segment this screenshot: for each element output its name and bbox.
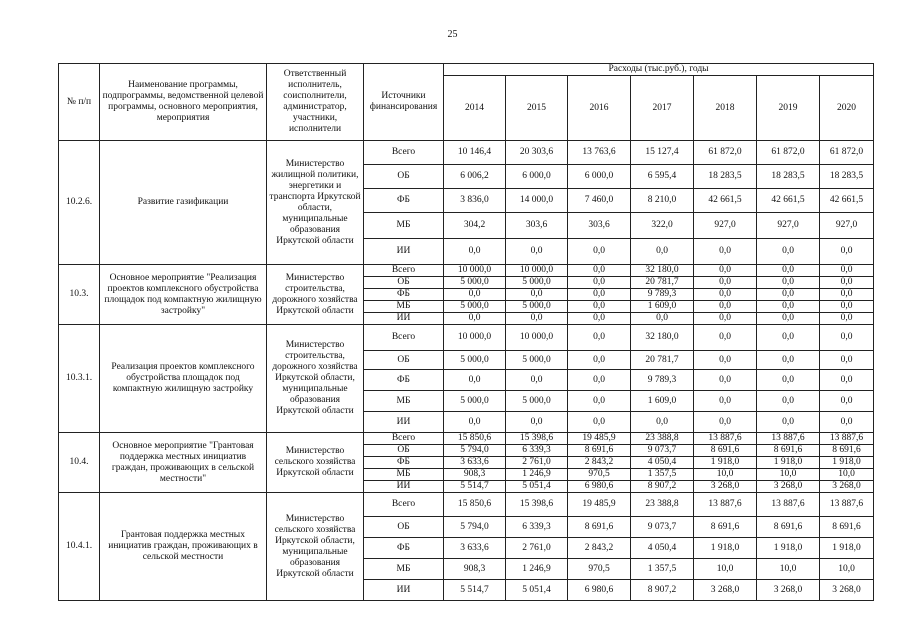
amount-cell: 2 843,2 — [568, 457, 631, 469]
table-row — [59, 141, 874, 165]
amount-cell: 5 794,0 — [444, 445, 506, 457]
amount-cell: 10 000,0 — [444, 265, 506, 277]
amount-cell: 13 887,6 — [820, 433, 874, 445]
funding-source: ОБ — [364, 277, 444, 289]
amount-cell: 0,0 — [444, 370, 506, 391]
amount-cell: 5 000,0 — [444, 301, 506, 313]
amount-cell: 5 000,0 — [444, 351, 506, 370]
header-executor: Ответственный исполнитель, соисполнители, администратор, участники, исполнители — [267, 64, 364, 141]
amount-cell: 0,0 — [694, 265, 757, 277]
page-number: 25 — [447, 29, 458, 40]
amount-cell: 1 357,5 — [631, 469, 694, 481]
header-year: 2020 — [820, 76, 874, 141]
amount-cell: 0,0 — [568, 277, 631, 289]
amount-cell: 9 789,3 — [631, 289, 694, 301]
funding-source: ФБ — [364, 457, 444, 469]
amount-cell: 13 887,6 — [694, 493, 757, 517]
amount-cell: 15 398,6 — [506, 433, 568, 445]
amount-cell: 1 918,0 — [694, 538, 757, 559]
amount-cell: 10 000,0 — [506, 325, 568, 351]
amount-cell: 5 000,0 — [506, 351, 568, 370]
amount-cell: 0,0 — [820, 412, 874, 433]
amount-cell: 13 887,6 — [820, 493, 874, 517]
amount-cell: 61 872,0 — [757, 141, 820, 165]
amount-cell: 1 246,9 — [506, 469, 568, 481]
amount-cell: 15 398,6 — [506, 493, 568, 517]
row-code: 10.4. — [59, 433, 100, 493]
amount-cell: 0,0 — [694, 289, 757, 301]
amount-cell: 42 661,5 — [820, 189, 874, 213]
amount-cell: 1 609,0 — [631, 301, 694, 313]
amount-cell: 5 000,0 — [506, 301, 568, 313]
amount-cell: 6 000,0 — [568, 165, 631, 189]
funding-source: ИИ — [364, 313, 444, 325]
amount-cell: 3 268,0 — [694, 580, 757, 601]
row-executor: Министерство сельского хозяйства Иркутской области — [267, 433, 364, 493]
row-name: Основное мероприятие "Реализация проектов комплексного обустройства площадок под компактную жилищную застройку" — [100, 265, 267, 325]
amount-cell: 6 339,3 — [506, 445, 568, 457]
amount-cell: 0,0 — [694, 313, 757, 325]
header-year: 2017 — [631, 76, 694, 141]
amount-cell: 0,0 — [694, 412, 757, 433]
amount-cell: 5 051,4 — [506, 481, 568, 493]
amount-cell: 1 918,0 — [694, 457, 757, 469]
amount-cell: 0,0 — [694, 391, 757, 412]
amount-cell: 0,0 — [757, 239, 820, 265]
amount-cell: 4 050,4 — [631, 538, 694, 559]
amount-cell: 20 303,6 — [506, 141, 568, 165]
amount-cell: 0,0 — [694, 277, 757, 289]
amount-cell: 0,0 — [568, 313, 631, 325]
amount-cell: 8 691,6 — [568, 517, 631, 538]
amount-cell: 42 661,5 — [694, 189, 757, 213]
funding-source: ОБ — [364, 351, 444, 370]
amount-cell: 10,0 — [757, 469, 820, 481]
amount-cell: 0,0 — [444, 289, 506, 301]
amount-cell: 0,0 — [506, 370, 568, 391]
funding-source: ОБ — [364, 165, 444, 189]
funding-source: ФБ — [364, 289, 444, 301]
amount-cell: 0,0 — [568, 370, 631, 391]
amount-cell: 6 980,6 — [568, 481, 631, 493]
amount-cell: 0,0 — [631, 412, 694, 433]
amount-cell: 2 761,0 — [506, 538, 568, 559]
amount-cell: 908,3 — [444, 559, 506, 580]
funding-source: Всего — [364, 325, 444, 351]
amount-cell: 0,0 — [506, 239, 568, 265]
row-code: 10.2.6. — [59, 141, 100, 265]
amount-cell: 0,0 — [820, 301, 874, 313]
amount-cell: 13 887,6 — [757, 433, 820, 445]
header-year: 2014 — [444, 76, 506, 141]
amount-cell: 10,0 — [820, 559, 874, 580]
amount-cell: 2 761,0 — [506, 457, 568, 469]
row-code: 10.4.1. — [59, 493, 100, 601]
amount-cell: 0,0 — [631, 313, 694, 325]
amount-cell: 3 633,6 — [444, 457, 506, 469]
amount-cell: 0,0 — [568, 289, 631, 301]
funding-source: Всего — [364, 493, 444, 517]
amount-cell: 5 514,7 — [444, 580, 506, 601]
amount-cell: 8 691,6 — [568, 445, 631, 457]
amount-cell: 0,0 — [820, 370, 874, 391]
amount-cell: 10,0 — [757, 559, 820, 580]
amount-cell: 0,0 — [820, 277, 874, 289]
row-code: 10.3. — [59, 265, 100, 325]
funding-source: МБ — [364, 391, 444, 412]
amount-cell: 9 073,7 — [631, 445, 694, 457]
funding-source: ОБ — [364, 445, 444, 457]
row-executor: Министерство жилищной политики, энергетики и транспорта Иркутской области, муниципальные образования Иркутской области — [267, 141, 364, 265]
amount-cell: 0,0 — [757, 289, 820, 301]
amount-cell: 0,0 — [757, 325, 820, 351]
funding-source: ФБ — [364, 189, 444, 213]
amount-cell: 1 246,9 — [506, 559, 568, 580]
row-name: Реализация проектов комплексного обустройства площадок под компактную жилищную застройку — [100, 325, 267, 433]
amount-cell: 0,0 — [820, 265, 874, 277]
amount-cell: 0,0 — [694, 325, 757, 351]
row-name: Грантовая поддержка местных инициатив граждан, проживающих в сельской местности — [100, 493, 267, 601]
amount-cell: 6 000,0 — [506, 165, 568, 189]
amount-cell: 5 000,0 — [444, 391, 506, 412]
header-year: 2016 — [568, 76, 631, 141]
amount-cell: 0,0 — [694, 351, 757, 370]
amount-cell: 1 918,0 — [757, 457, 820, 469]
header-year: 2015 — [506, 76, 568, 141]
amount-cell: 1 918,0 — [820, 457, 874, 469]
amount-cell: 0,0 — [757, 313, 820, 325]
header-source: Источники финансирования — [364, 64, 444, 141]
amount-cell: 0,0 — [694, 239, 757, 265]
header-num: № п/п — [59, 64, 100, 141]
amount-cell: 10,0 — [694, 469, 757, 481]
amount-cell: 1 918,0 — [757, 538, 820, 559]
amount-cell: 7 460,0 — [568, 189, 631, 213]
funding-source: ИИ — [364, 239, 444, 265]
amount-cell: 5 514,7 — [444, 481, 506, 493]
header-expenses: Расходы (тыс.руб.), годы — [444, 64, 874, 76]
amount-cell: 3 268,0 — [820, 580, 874, 601]
funding-source: МБ — [364, 213, 444, 239]
amount-cell: 970,5 — [568, 469, 631, 481]
amount-cell: 13 763,6 — [568, 141, 631, 165]
amount-cell: 8 691,6 — [757, 445, 820, 457]
amount-cell: 13 887,6 — [694, 433, 757, 445]
amount-cell: 32 180,0 — [631, 265, 694, 277]
amount-cell: 0,0 — [694, 370, 757, 391]
amount-cell: 927,0 — [694, 213, 757, 239]
funding-source: МБ — [364, 559, 444, 580]
amount-cell: 10 000,0 — [506, 265, 568, 277]
amount-cell: 0,0 — [820, 351, 874, 370]
amount-cell: 8 691,6 — [820, 445, 874, 457]
amount-cell: 0,0 — [757, 370, 820, 391]
amount-cell: 0,0 — [757, 277, 820, 289]
funding-source: МБ — [364, 469, 444, 481]
amount-cell: 3 268,0 — [694, 481, 757, 493]
amount-cell: 5 051,4 — [506, 580, 568, 601]
amount-cell: 0,0 — [444, 239, 506, 265]
amount-cell: 0,0 — [820, 239, 874, 265]
amount-cell: 0,0 — [568, 412, 631, 433]
amount-cell: 4 050,4 — [631, 457, 694, 469]
funding-source: ФБ — [364, 370, 444, 391]
amount-cell: 0,0 — [694, 301, 757, 313]
amount-cell: 8 691,6 — [820, 517, 874, 538]
amount-cell: 20 781,7 — [631, 277, 694, 289]
funding-source: Всего — [364, 141, 444, 165]
funding-source: Всего — [364, 265, 444, 277]
funding-source: ИИ — [364, 580, 444, 601]
amount-cell: 908,3 — [444, 469, 506, 481]
amount-cell: 20 781,7 — [631, 351, 694, 370]
amount-cell: 5 794,0 — [444, 517, 506, 538]
amount-cell: 8 210,0 — [631, 189, 694, 213]
header-name: Наименование программы, подпрограммы, ведомственной целевой программы, основного мероприятия, мероприятия — [100, 64, 267, 141]
amount-cell: 0,0 — [757, 301, 820, 313]
row-executor: Министерство строительства, дорожного хозяйства Иркутской области — [267, 265, 364, 325]
amount-cell: 1 609,0 — [631, 391, 694, 412]
amount-cell: 0,0 — [506, 412, 568, 433]
amount-cell: 15 127,4 — [631, 141, 694, 165]
amount-cell: 927,0 — [820, 213, 874, 239]
funding-source: ИИ — [364, 481, 444, 493]
amount-cell: 0,0 — [820, 289, 874, 301]
amount-cell: 6 006,2 — [444, 165, 506, 189]
amount-cell: 0,0 — [568, 265, 631, 277]
amount-cell: 8 691,6 — [757, 517, 820, 538]
amount-cell: 0,0 — [444, 313, 506, 325]
header-year: 2019 — [757, 76, 820, 141]
amount-cell: 927,0 — [757, 213, 820, 239]
amount-cell: 61 872,0 — [694, 141, 757, 165]
header-row — [59, 64, 874, 76]
row-name: Развитие газификации — [100, 141, 267, 265]
amount-cell: 10 000,0 — [444, 325, 506, 351]
header-year: 2018 — [694, 76, 757, 141]
amount-cell: 61 872,0 — [820, 141, 874, 165]
funding-source: Всего — [364, 433, 444, 445]
amount-cell: 0,0 — [568, 325, 631, 351]
amount-cell: 18 283,5 — [757, 165, 820, 189]
amount-cell: 10 146,4 — [444, 141, 506, 165]
row-code: 10.3.1. — [59, 325, 100, 433]
amount-cell: 15 850,6 — [444, 493, 506, 517]
amount-cell: 0,0 — [820, 391, 874, 412]
amount-cell: 0,0 — [757, 351, 820, 370]
amount-cell: 23 388,8 — [631, 493, 694, 517]
amount-cell: 0,0 — [568, 351, 631, 370]
amount-cell: 0,0 — [568, 239, 631, 265]
amount-cell: 3 268,0 — [757, 481, 820, 493]
amount-cell: 32 180,0 — [631, 325, 694, 351]
amount-cell: 19 485,9 — [568, 433, 631, 445]
amount-cell: 322,0 — [631, 213, 694, 239]
amount-cell: 0,0 — [820, 313, 874, 325]
amount-cell: 3 268,0 — [820, 481, 874, 493]
amount-cell: 6 980,6 — [568, 580, 631, 601]
amount-cell: 14 000,0 — [506, 189, 568, 213]
amount-cell: 42 661,5 — [757, 189, 820, 213]
amount-cell: 9 789,3 — [631, 370, 694, 391]
row-executor: Министерство сельского хозяйства Иркутской области, муниципальные образования Иркутской области — [267, 493, 364, 601]
amount-cell: 3 633,6 — [444, 538, 506, 559]
amount-cell: 8 691,6 — [694, 517, 757, 538]
amount-cell: 23 388,8 — [631, 433, 694, 445]
amount-cell: 0,0 — [506, 313, 568, 325]
amount-cell: 8 691,6 — [694, 445, 757, 457]
amount-cell: 0,0 — [757, 265, 820, 277]
amount-cell: 6 339,3 — [506, 517, 568, 538]
amount-cell: 10,0 — [820, 469, 874, 481]
amount-cell: 5 000,0 — [444, 277, 506, 289]
funding-source: ОБ — [364, 517, 444, 538]
amount-cell: 0,0 — [820, 325, 874, 351]
amount-cell: 303,6 — [568, 213, 631, 239]
table-row — [59, 265, 874, 277]
amount-cell: 5 000,0 — [506, 277, 568, 289]
amount-cell: 10,0 — [694, 559, 757, 580]
amount-cell: 9 073,7 — [631, 517, 694, 538]
amount-cell: 0,0 — [757, 391, 820, 412]
amount-cell: 2 843,2 — [568, 538, 631, 559]
amount-cell: 3 836,0 — [444, 189, 506, 213]
amount-cell: 15 850,6 — [444, 433, 506, 445]
amount-cell: 0,0 — [631, 239, 694, 265]
amount-cell: 0,0 — [506, 289, 568, 301]
amount-cell: 304,2 — [444, 213, 506, 239]
funding-source: МБ — [364, 301, 444, 313]
amount-cell: 970,5 — [568, 559, 631, 580]
amount-cell: 0,0 — [568, 391, 631, 412]
row-executor: Министерство строительства, дорожного хозяйства Иркутской области, муниципальные образования Иркутской области — [267, 325, 364, 433]
amount-cell: 18 283,5 — [820, 165, 874, 189]
funding-source: ИИ — [364, 412, 444, 433]
amount-cell: 5 000,0 — [506, 391, 568, 412]
funding-source: ФБ — [364, 538, 444, 559]
amount-cell: 1 918,0 — [820, 538, 874, 559]
row-name: Основное мероприятие "Грантовая поддержка местных инициатив граждан, проживающих в сельской местности" — [100, 433, 267, 493]
table-row — [59, 433, 874, 445]
amount-cell: 0,0 — [757, 412, 820, 433]
amount-cell: 8 907,2 — [631, 481, 694, 493]
table-row — [59, 325, 874, 351]
amount-cell: 18 283,5 — [694, 165, 757, 189]
amount-cell: 303,6 — [506, 213, 568, 239]
budget-table — [58, 63, 874, 601]
amount-cell: 3 268,0 — [757, 580, 820, 601]
amount-cell: 0,0 — [444, 412, 506, 433]
amount-cell: 0,0 — [568, 301, 631, 313]
amount-cell: 8 907,2 — [631, 580, 694, 601]
amount-cell: 6 595,4 — [631, 165, 694, 189]
amount-cell: 1 357,5 — [631, 559, 694, 580]
table-row — [59, 493, 874, 517]
amount-cell: 19 485,9 — [568, 493, 631, 517]
amount-cell: 13 887,6 — [757, 493, 820, 517]
